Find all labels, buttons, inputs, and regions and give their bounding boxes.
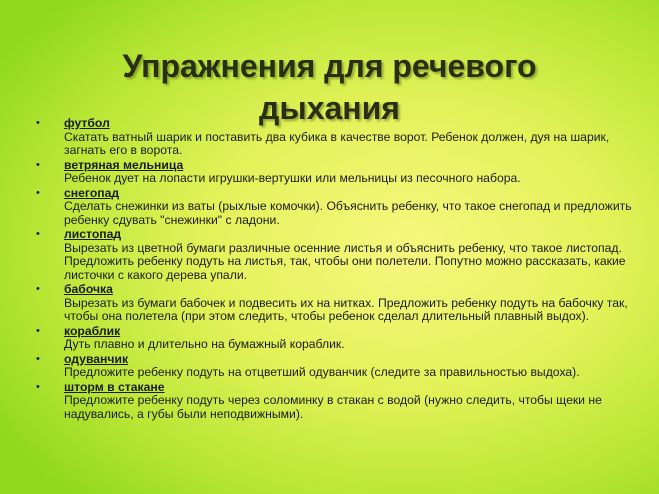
exercise-item-storm-in-glass	[36, 381, 636, 422]
exercise-description: Предложите ребенку подуть на отцветший одуванчик (следите за правильностью выдоха).	[64, 365, 580, 379]
exercise-description: Вырезать из бумаги бабочек и подвесить их на нитках. Предложить ребенку подуть на бабочку так, чтобы она полетела (при этом следить, чтобы ребенок сделал длительный плавный выдох).	[64, 295, 628, 323]
exercise-item-boat	[36, 325, 636, 352]
bullet-dot-icon: •	[36, 324, 40, 337]
exercise-name: кораблик	[64, 323, 121, 338]
exercise-item-butterfly	[36, 283, 636, 324]
exercise-description: Вырезать из цветной бумаги различные осенние листья и объяснить ребенку, что такое листопад. Предложить ребенку подуть на листья, так, чтобы они полетели. Попутно можно рассказать, какие листочки с какого дерева упали.	[64, 240, 626, 282]
exercise-name: снегопад	[64, 185, 120, 200]
bullet-dot-icon: •	[36, 283, 40, 295]
bullet-dot-icon: •	[36, 117, 40, 129]
bullet-dot-icon: •	[36, 186, 40, 199]
exercise-description: Ребенок дует на лопасти игрушки-вертушки или мельницы из песочного набора.	[64, 171, 521, 185]
exercise-name: одуванчик	[64, 351, 129, 366]
exercise-description: Предложите ребенку подуть через соломинку в стакан с водой (нужно следить, чтобы щеки не надувались, а губы были неподвижными).	[64, 393, 602, 421]
exercise-item-windmill	[36, 159, 636, 186]
slide-title-line-1: Упражнения для речевого	[122, 48, 537, 85]
exercise-name: бабочка	[64, 282, 113, 296]
exercise-name: ветряная мельница	[64, 157, 184, 172]
exercise-list	[36, 117, 636, 422]
exercise-item-football	[36, 117, 636, 158]
exercise-item-snowfall	[36, 187, 636, 228]
exercise-description: Скатать ватный шарик и поставить два кубика в качестве ворот. Ребенок должен, дуя на шарик, загнать его в ворота.	[64, 129, 610, 157]
exercise-name: футбол	[64, 116, 110, 130]
exercise-name: шторм в стакане	[64, 379, 165, 394]
exercise-name: листопад	[64, 227, 122, 241]
bullet-dot-icon: •	[36, 352, 40, 365]
bullet-dot-icon: •	[36, 228, 40, 240]
bullet-dot-icon: •	[36, 158, 40, 171]
exercise-description: Дуть плавно и длительно на бумажный кораблик.	[64, 337, 345, 351]
slide-title-line-2: дыхания	[259, 90, 400, 127]
bullet-dot-icon: •	[36, 380, 40, 393]
exercise-item-dandelion	[36, 353, 636, 380]
exercise-item-leaf-fall	[36, 228, 636, 282]
exercise-description: Сделать снежинки из ваты (рыхлые комочки). Объяснить ребенку, что такое снегопад и предложить ребенку сдувать "снежинки" с ладони.	[64, 199, 632, 227]
